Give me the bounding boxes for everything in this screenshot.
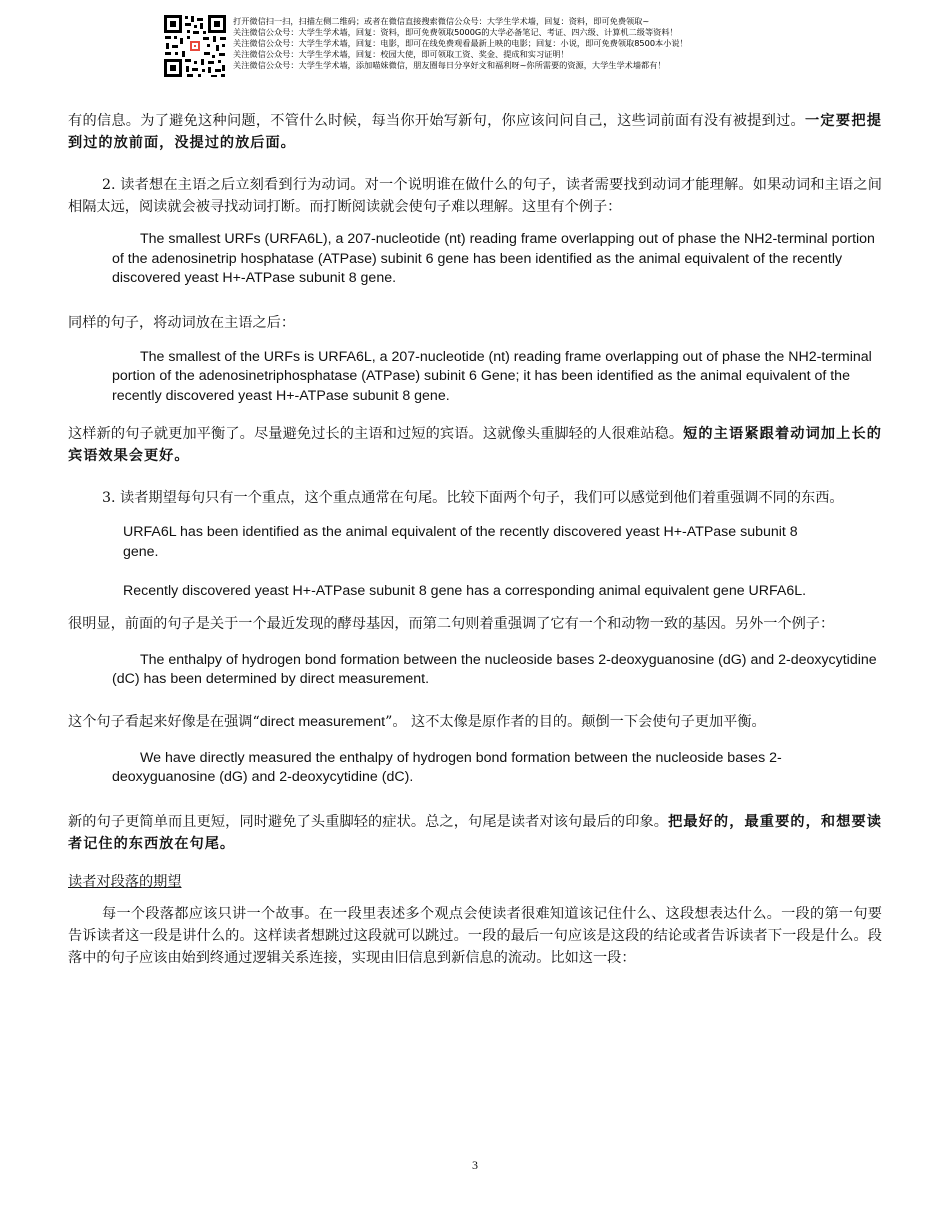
- paragraph-text: ”。 这不太像是原作者的目的。颠倒一下会使句子更加平衡。: [385, 713, 766, 730]
- qr-code-icon: [163, 14, 227, 78]
- example-sentence-5: The enthalpy of hydrogen bond formation between the nucleoside bases 2-deoxyguanosine (dG) and 2-deoxycytidine (dC) has been determined by direct measurement.: [112, 651, 877, 687]
- point-3-paragraph: 3. 读者期望每句只有一个重点，这个重点通常在句尾。比较下面两个句子，我们可以感觉到他们着重强调不同的东西。: [102, 490, 844, 506]
- page-number: 3: [472, 1158, 478, 1172]
- paragraph-text: 这样新的句子就更加平衡了。尽量避免过长的主语和过短的宾语。这就像头重脚轻的人很难站稳。: [68, 426, 684, 442]
- document-body: [68, 110, 882, 969]
- example-sentence-6: We have directly measured the enthalpy of hydrogen bond formation between the nucleoside bases 2-deoxyguanosine (dG) and 2-deoxycytidine (dC).: [112, 749, 782, 785]
- emphasis-text: 把最好的，最重要的，和想要读者记住的东西放在句尾。: [68, 813, 882, 852]
- promo-line: 关注微信公众号：大学生学术墙，回复：资料，即可免费领取5000G的大学必备笔记、考证、四六级、计算机二级等资料！: [233, 26, 678, 37]
- emphasis-text: 一定要把提到过的放前面，没提过的放后面。: [68, 113, 882, 151]
- example-sentence-4: Recently discovered yeast H+-ATPase subunit 8 gene has a corresponding animal equivalent gene URFA6L.: [123, 583, 807, 599]
- promo-line: 关注微信公众号：大学生学术墙，回复：校园大使，即可领取工资、奖金、提成和实习证明！: [233, 48, 569, 59]
- paragraph-verb-after-subject: 同样的句子，将动词放在主语之后：: [68, 314, 296, 331]
- promo-line: 关注微信公众号：大学生学术墙，添加喵妹微信，朋友圈每日分享好文和福利呀~你所需要的资源，大学生学术墙都有！: [233, 59, 666, 70]
- paragraph-text: 有的信息。为了避免这种问题，不管什么时候，每当你开始写新句，你应该问问自己，这些词前面有没有被提到过。: [68, 113, 805, 129]
- emphasis-text: 短的主语紧跟着动词加上长的宾语效果会更好。: [68, 426, 882, 464]
- paragraph-text: 新的句子更简单而且更短，同时避免了头重脚轻的症状。总之，句尾是读者对该句最后的印象。: [68, 813, 669, 830]
- paragraph-balance: [68, 423, 882, 467]
- example-sentence-2: The smallest of the URFs is URFA6L, a 207-nucleotide (nt) reading frame overlapping out of phase the NH2-terminal portion of the adenosinetriphosphatase (ATPase) subinit 6 Gene; it has been identified as the animal equivalent of the recently discovered yeast H+-ATPase subunit 8 gene.: [112, 348, 872, 404]
- quoted-english: direct measurement: [259, 713, 386, 730]
- promo-line: 关注微信公众号：大学生学术墙，回复：电影，即可在线免费观看最新上映的电影；回复：小说，即可免费领取8500本小说！: [233, 37, 688, 48]
- paragraph-old-new-info: [68, 110, 882, 154]
- example-sentence-3: URFA6L has been identified as the animal equivalent of the recently discovered yeast H+-ATPase subunit 8 gene.: [123, 524, 798, 560]
- promo-line: 打开微信扫一扫，扫描左侧二维码；或者在微信直接搜索微信公众号：大学生学术墙，回复：资料，即可免费领取~: [233, 16, 650, 26]
- promo-text: [233, 16, 803, 71]
- promo-header: [163, 14, 803, 80]
- paragraph-text: 这个句子看起来好像是在强调“: [68, 713, 260, 730]
- section-heading: 读者对段落的期望: [68, 873, 182, 890]
- point-2-paragraph: 2. 读者想在主语之后立刻看到行为动词。对一个说明谁在做什么的句子，读者需要找到动词才能理解。如果动词和主语之间相隔太远，阅读就会被寻找动词打断。而打断阅读就会使句子难以理解。这里有个例子：: [68, 177, 882, 215]
- example-sentence-1: The smallest URFs (URFA6L), a 207-nucleotide (nt) reading frame overlapping out of phase the NH2-terminal portion of the adenosinetrip hosphatase (ATPase) subinit 6 gene has been identified as the animal equivalent of the recently discovered yeast H+-ATPase subunit 8 gene.: [112, 231, 875, 286]
- paragraph-emphasis-direct-measurement: [68, 711, 882, 733]
- paragraph-sentence-end: [68, 811, 882, 855]
- paragraph-expectations: 每一个段落都应该只讲一个故事。在一段里表述多个观点会使读者很难知道该记住什么、这段想表达什么。一段的第一句要告诉读者这一段是讲什么的。这样读者想跳过这段就可以跳过。一段的最后一句应该是这段的结论或者告诉读者下一段是什么。段落中的句子应该由始到终通过逻辑关系连接，实现由旧信息到新信息的流动。比如这一段：: [68, 905, 882, 966]
- paragraph-comparison: 很明显，前面的句子是关于一个最近发现的酵母基因，而第二句则着重强调了它有一个和动物一致的基因。另外一个例子：: [68, 615, 835, 632]
